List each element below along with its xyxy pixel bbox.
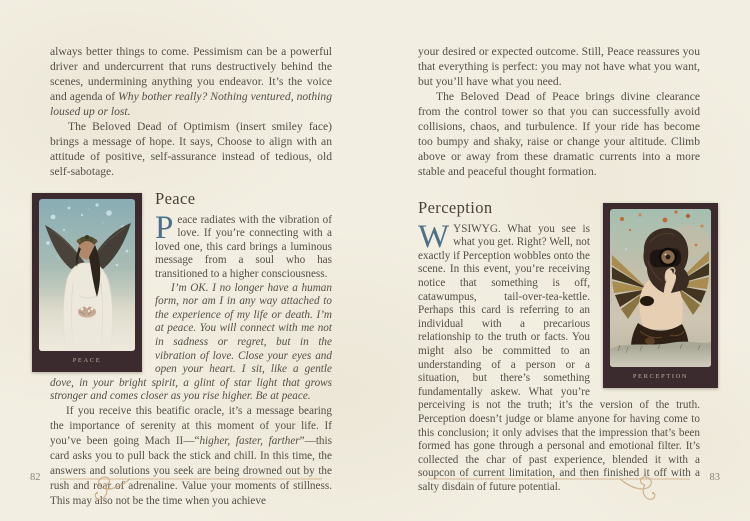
dropcap-letter: P <box>155 209 174 246</box>
peace-card <box>32 193 142 372</box>
perception-section <box>418 198 700 494</box>
section-heading-perception: Perception <box>418 198 493 217</box>
paragraph-text: ”—this card asks you to pull back the stick and chill. In this time, the answers and solutions you seek are being drowned out by the rush and roar of adrenaline. Value your moments of stillness. This may also not be the time when you achieve <box>50 434 332 507</box>
paragraph-italic-text: Why bother really? Nothing ventured, nothing loused up or lost. <box>50 90 333 118</box>
paragraph: your desired or expected outcome. Still, Peace reassures you that everything is perfect: you may not have what you want, but you’ll have what you need. <box>418 45 700 88</box>
page-number-left: 82 <box>30 472 41 483</box>
peace-card-title: PEACE <box>72 357 102 364</box>
right-intro-text <box>418 0 700 179</box>
right-page-footer <box>375 472 750 512</box>
left-intro-text <box>50 0 332 179</box>
peace-section <box>50 189 332 509</box>
left-page-footer <box>0 472 375 512</box>
peace-card-illustration <box>39 199 135 351</box>
paragraph-text: eace radiates with the vibration of love. If you’re connecting with a loved one, this card brings a luminous message from a soul who has transitioned to a higher consciousness. <box>155 213 332 280</box>
footer-flourish-right <box>426 475 692 508</box>
paragraph-italic: I’m OK. I no longer have a human form, nor am I in any way attached to the experience of my life or death. I’m at peace. You will connect with me not in sadness or regret, but in the vibration of love. Close your eyes and open your heart. I sit, like a gentle dove, in your bright spirit, a glint of star light that grows stronger and comes closer as you rise higher. Be at peace. <box>50 281 332 403</box>
paragraph: The Beloved Dead of Peace brings divine clearance from the control tower so that you can successfully avoid collisions, chaos, and turbulence. If your ride has become too bumpy and shaky, raise or change your altitude. Climb above or away from these dramatic currents into a more stable and peaceful thought formation. <box>418 90 700 178</box>
paragraph-italic-text: higher, faster, farther <box>199 434 300 447</box>
section-heading-peace: Peace <box>155 189 196 208</box>
paragraph <box>50 44 332 119</box>
paragraph-text: always better things to come. Pessimism can be a powerful driver and undercurrent that runs destructively behind the scenes, undermining anything you endeavor. It’s the voice and agenda of <box>50 45 332 103</box>
dropcap-letter: W <box>418 218 450 255</box>
paragraph-text: YSIWYG. What you see is what you get. Right? Well, not exactly if Perception wobbles onto the scene. In this event, you’re receiving notice that something is off, catawumpus, tail-over-tea-kettle. Perhaps this card is referring to an individual with a precarious relationship to the truth or facts. You might also be committed to an understanding of a person or a situation, but there’s something fundamentally askew. What you’re perceiving is not the truth; it’s the version of the truth. Perception doesn’t judge or blame anyone for having come to this conclusion; it only advises that the impression that’s been formed has gone through a personal and emotional filter. It’s collected the char of past experience, blended it with a soupcon of current limitation, and then finished it off with a salty disdain of future potential. <box>418 222 700 493</box>
perception-card-photo <box>610 209 711 367</box>
peace-card-photo <box>39 199 135 351</box>
perception-card <box>603 203 718 388</box>
paragraph-text: If you receive this beatific oracle, it’s a message bearing the importance of serenity at this moment of your life. If you’ve been going Mach II—“ <box>50 404 332 447</box>
perception-card-title: PERCEPTION <box>632 373 689 380</box>
footer-flourish-left <box>58 475 324 508</box>
paragraph: The Beloved Dead of Optimism (insert smiley face) brings a message of hope. It says, Choose to align with an attitude of positive, self-assurance instead of tedious, old self-sabotage. <box>50 120 332 178</box>
page-number-right: 83 <box>709 472 720 483</box>
page-right <box>375 0 750 521</box>
perception-card-illustration <box>610 209 711 367</box>
